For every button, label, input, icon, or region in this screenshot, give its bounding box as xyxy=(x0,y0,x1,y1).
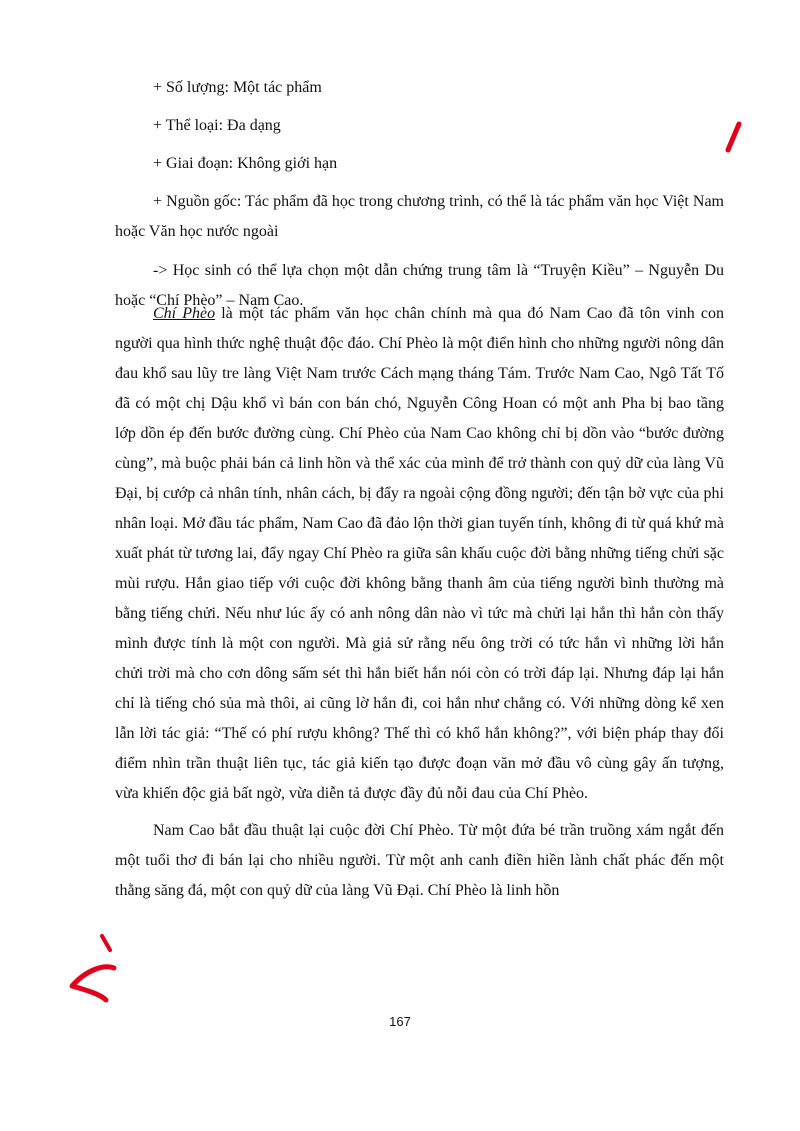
conclusion-line: -> Học sinh có thể lựa chọn một dẫn chứng trung tâm là “Truyện Kiều” – Nguyễn Du hoặc “Chí Phèo” – Nam Cao. xyxy=(115,262,724,309)
red-pen-mark-bottom xyxy=(58,928,138,1008)
list-item: + Số lượng: Một tác phẩm xyxy=(153,79,322,96)
red-stroke xyxy=(72,967,114,1000)
paragraph-1-text: là một tác phẩm văn học chân chính mà qua đó Nam Cao đã tôn vinh con người qua hình thức nghệ thuật độc đáo. Chí Phèo là một điển hình cho những người nông dân đau khổ sau lũy tre làng Việt Nam trước Cách mạng tháng Tám. Trước Nam Cao, Ngô Tất Tố đã có một chị Dậu khổ vì bán con bán chó, Nguyễn Công Hoan có một anh Pha bị bao tầng lớp dồn ép đến bước đường cùng. Chí Phèo của Nam Cao không chỉ bị dồn vào “bước đường cùng”, mà buộc phải bán cả linh hồn và thể xác của mình để trở thành con quỷ dữ của làng Vũ Đại, bị cướp cả nhân tính, nhân cách, bị đẩy ra ngoài cộng đồng người; đến tận bờ vực của phi nhân loại. Mở đầu tác phẩm, Nam Cao đã đảo lộn thời gian tuyến tính, không đi từ quá khứ mà xuất phát từ tương lai, đẩy ngay Chí Phèo ra giữa sân khấu cuộc đời bằng những tiếng chửi sặc mùi rượu. Hắn giao tiếp với cuộc đời không bằng thanh âm của tiếng người bình thường mà bằng tiếng chửi. Nếu như lúc ấy có anh nông dân nào vì tức mà chửi lại hắn thì hắn còn thấy mình được tính là một con người. Mà giả sử rằng nếu ông trời có tức hắn vì những lời hắn chửi trời mà cho cơn dông sấm sét thì hắn biết hắn nói còn có trời đáp lại. Nhưng đáp lại hắn chỉ là tiếng chó sủa mà thôi, ai cũng lờ hắn đi, coi hắn như chẳng có. Với những dòng kể xen lẫn lời tác giả: “Thế có phí rượu không? Thế thì có khổ hắn không?”, với biện pháp thay đổi điểm nhìn trần thuật liên tục, tác giả kiến tạo được đoạn văn mở đầu vô cùng gây ấn tượng, vừa khiến độc giả bất ngờ, vừa diễn tả được đầy đủ nỗi đau của Chí Phèo. xyxy=(115,305,724,802)
red-stroke xyxy=(728,124,739,150)
list-item: + Giai đoạn: Không giới hạn xyxy=(153,155,338,172)
red-pen-mark-top xyxy=(718,118,748,158)
list-item: + Thể loại: Đa dạng xyxy=(153,117,281,134)
paragraph-2: Nam Cao bắt đầu thuật lại cuộc đời Chí Phèo. Từ một đứa bé trần truồng xám ngắt đến một tuổi thơ đi bán lại cho nhiều người. Từ một anh canh điền hiền lành chất phác đến một thằng săng đá, một con quỷ dữ của làng Vũ Đại. Chí Phèo là linh hồn xyxy=(115,822,724,899)
red-stroke xyxy=(102,936,110,950)
criteria-list xyxy=(115,73,724,324)
work-title: Chí Phèo xyxy=(153,305,216,322)
body-text xyxy=(115,299,724,913)
paragraph-1 xyxy=(115,299,724,809)
page-number: 167 xyxy=(389,1014,411,1029)
list-item: + Nguồn gốc: Tác phẩm đã học trong chương trình, có thể là tác phẩm văn học Việt Nam hoặc Văn học nước ngoài xyxy=(115,193,724,240)
